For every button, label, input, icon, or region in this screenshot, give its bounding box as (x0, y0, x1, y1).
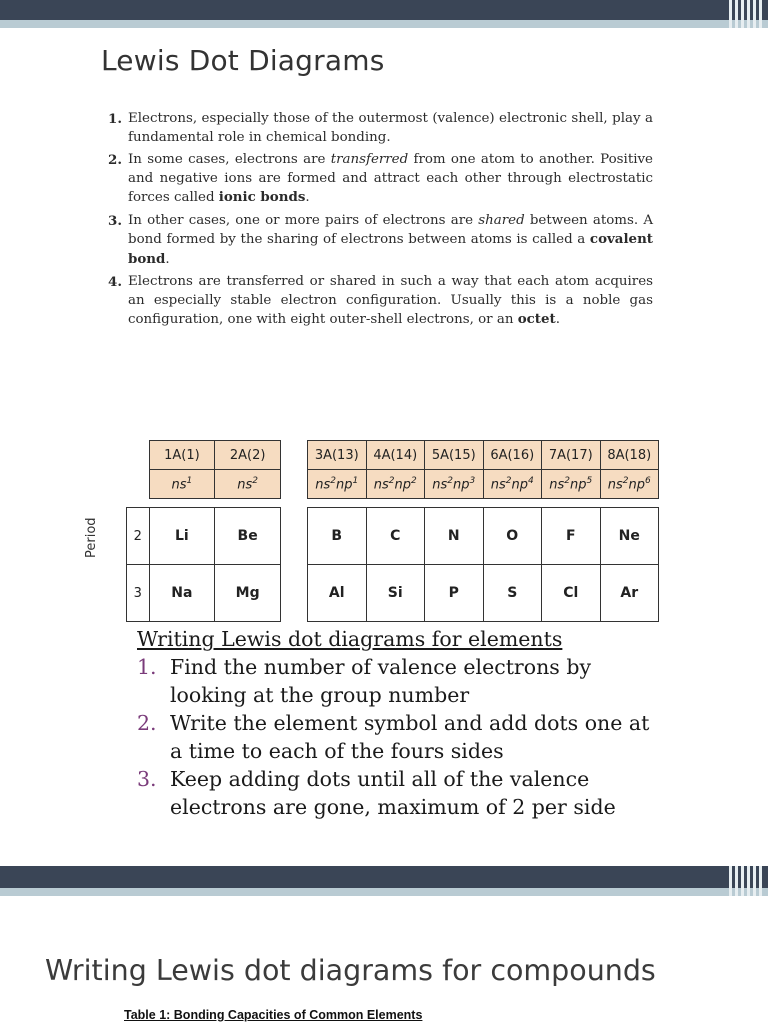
element-cell: Si (366, 565, 425, 622)
config-cell: $ns^2np^5$ (542, 470, 601, 499)
separator-stripe-accent (729, 866, 762, 896)
slide2-title: Writing Lewis dot diagrams for compounds (45, 954, 656, 987)
element-cell: S (483, 565, 542, 622)
config-cell: $ns^2np^4$ (483, 470, 542, 499)
element-cell: Ne (600, 508, 659, 565)
textbook-point: 1. Electrons, especially those of the outermost (valence) electronic shell, play a fundamental role in chemical bonding. (108, 111, 653, 145)
element-cell: P (425, 565, 484, 622)
element-cell: F (542, 508, 601, 565)
group-header: 8A(18) (600, 441, 659, 470)
config-cell: $ns^2np^3$ (425, 470, 484, 499)
element-cell: Li (149, 508, 215, 565)
instruction-step: 2. Write the element symbol and add dots one at a time to each of the fours sides (137, 711, 650, 763)
textbook-point: 3. In other cases, one or more pairs of electrons are shared between atoms. A bond formed by the sharing of electrons between atoms is called a covalent bond. (108, 212, 653, 267)
element-cell: Na (149, 565, 215, 622)
textbook-points (108, 110, 653, 334)
element-cell: Be (215, 508, 281, 565)
textbook-point: 2. In some cases, electrons are transferred from one atom to another. Positive and negative ions are formed and attract each other through electrostatic forces called ionic bonds. (108, 152, 653, 205)
period-axis-label: Period (84, 517, 99, 558)
config-cell: $ns^2np^1$ (308, 470, 367, 499)
element-cell: Ar (600, 565, 659, 622)
top-stripe-accent (729, 0, 762, 28)
top-light-bar (0, 20, 768, 28)
writing-instructions (137, 625, 657, 821)
instruction-step: 1. Find the number of valence electrons by looking at the group number (137, 655, 592, 707)
config-cell: $ns^2$ (215, 470, 281, 499)
top-dark-bar (0, 0, 768, 20)
instruction-step: 3. Keep adding dots until all of the valence electrons are gone, maximum of 2 per side (137, 767, 616, 819)
instructions-heading: Writing Lewis dot diagrams for elements (137, 627, 563, 651)
group-header: 7A(17) (542, 441, 601, 470)
config-cell: $ns^1$ (149, 470, 215, 499)
element-cell: B (308, 508, 367, 565)
element-cell: C (366, 508, 425, 565)
element-cell: N (425, 508, 484, 565)
element-cell: Al (308, 565, 367, 622)
group-header: 5A(15) (425, 441, 484, 470)
groups-1-2-table (126, 440, 281, 622)
group-header: 4A(14) (366, 441, 425, 470)
period-number: 3 (127, 565, 150, 622)
group-header: 3A(13) (308, 441, 367, 470)
separator-dark-bar (0, 866, 768, 888)
config-cell: $ns^2np^6$ (600, 470, 659, 499)
slide-title: Lewis Dot Diagrams (101, 44, 385, 77)
separator-light-bar (0, 888, 768, 896)
period-number: 2 (127, 508, 150, 565)
textbook-point: 4. Electrons are transferred or shared in such a way that each atom acquires an especially stable electron configuration. Usually this is a noble gas configuration, one with eight outer-shell electrons, or an octet. (108, 274, 653, 327)
element-cell: Mg (215, 565, 281, 622)
config-cell: $ns^2np^2$ (366, 470, 425, 499)
groups-13-18-table (307, 440, 659, 622)
element-cell: Cl (542, 565, 601, 622)
table-caption: Table 1: Bonding Capacities of Common Elements (124, 1008, 423, 1022)
group-header: 6A(16) (483, 441, 542, 470)
group-header: 1A(1) (149, 441, 215, 470)
group-header: 2A(2) (215, 441, 281, 470)
element-cell: O (483, 508, 542, 565)
